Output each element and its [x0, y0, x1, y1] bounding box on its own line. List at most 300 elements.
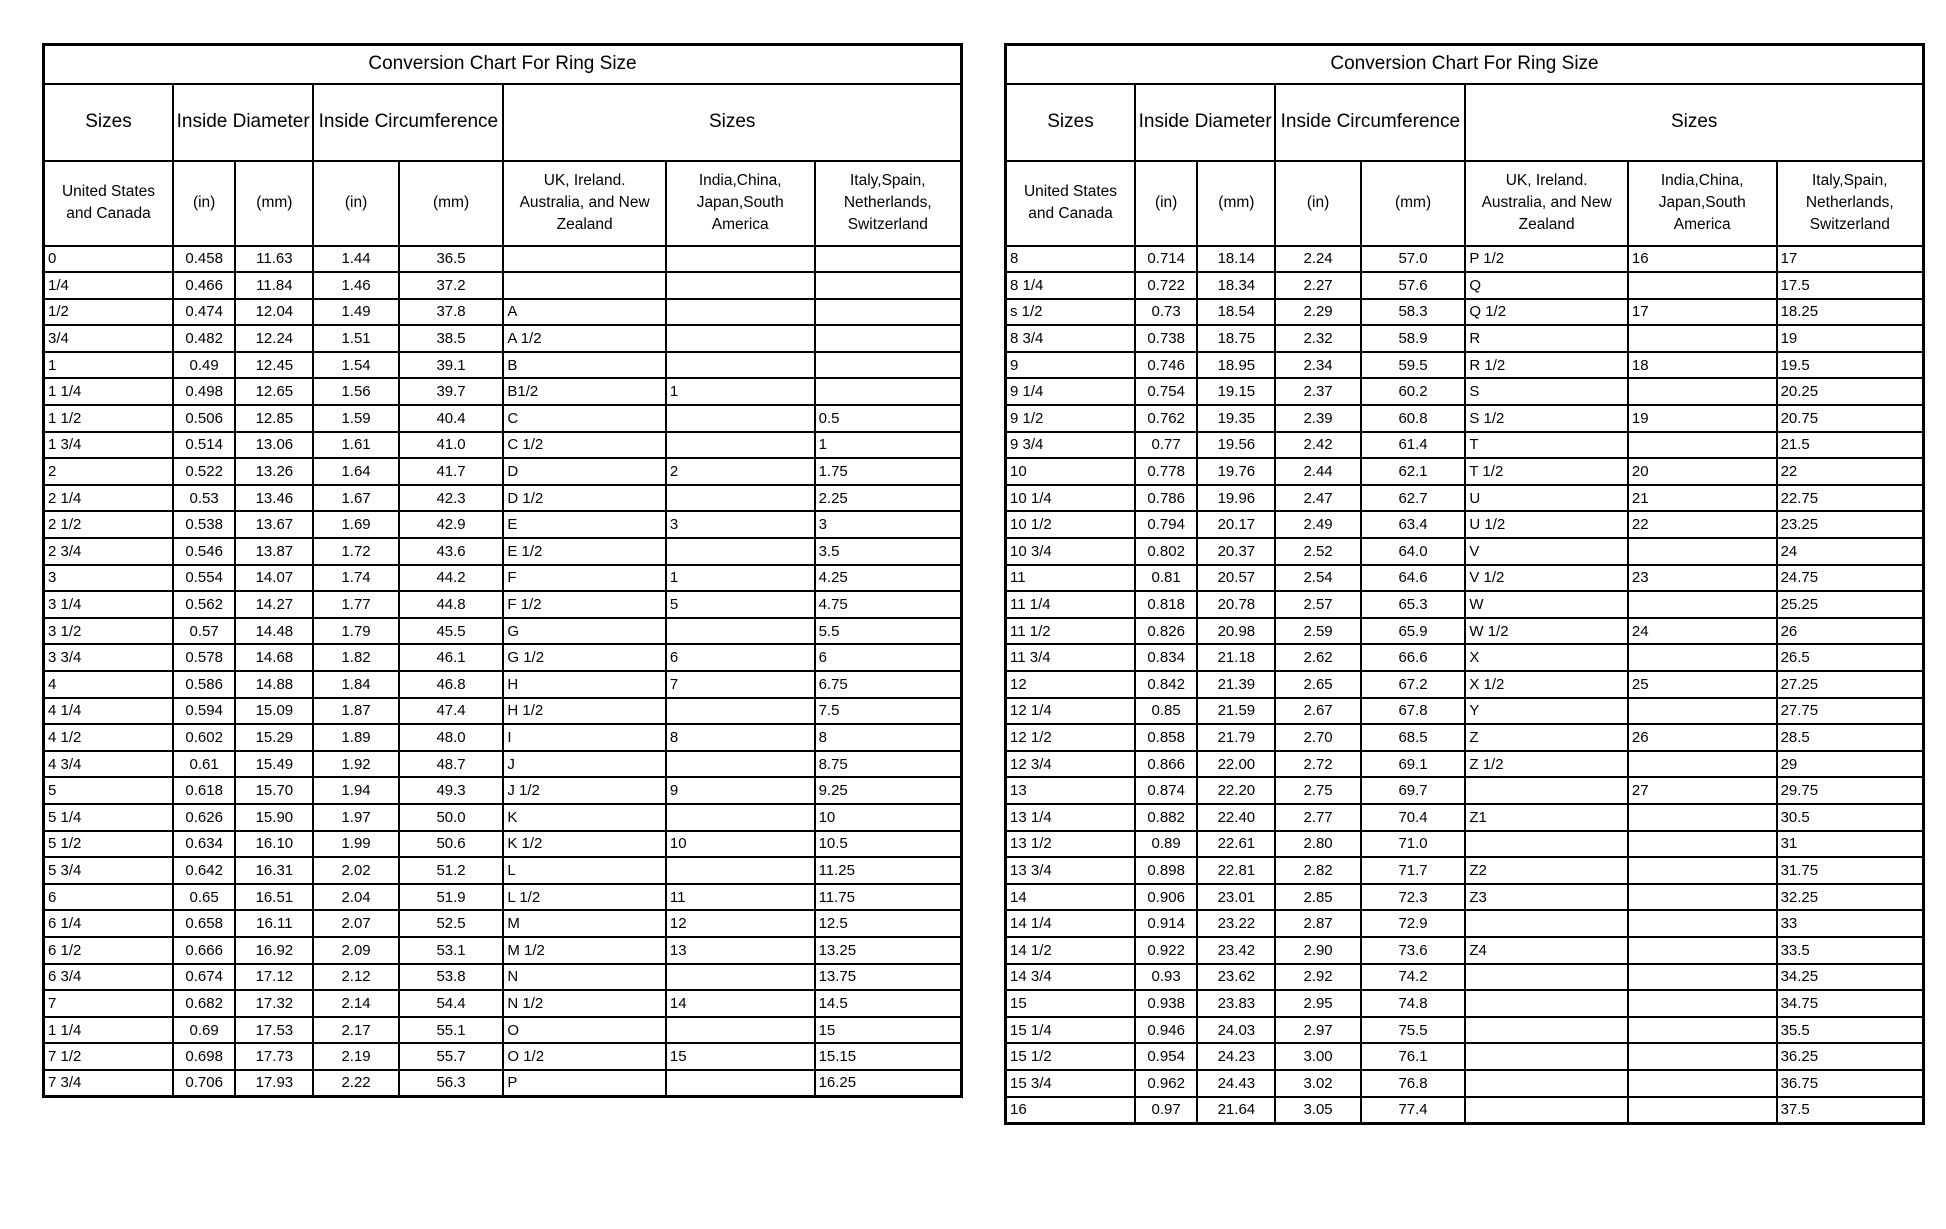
cell: 56.3 — [399, 1070, 504, 1097]
cell: 12 3/4 — [1006, 751, 1135, 778]
cell: 2.04 — [313, 884, 398, 911]
cell: 10 1/4 — [1006, 485, 1135, 512]
cell: 0.738 — [1135, 325, 1197, 352]
cell: 53.1 — [399, 937, 504, 964]
cell: 15.70 — [235, 777, 313, 804]
cell: W 1/2 — [1465, 618, 1627, 645]
cell: 13.46 — [235, 485, 313, 512]
cell: 24 — [1777, 538, 1924, 565]
cell: 3 3/4 — [44, 644, 173, 671]
cell: 21.64 — [1197, 1097, 1275, 1124]
cell: E 1/2 — [503, 538, 665, 565]
cell: 17.12 — [235, 964, 313, 991]
cell: 2.07 — [313, 910, 398, 937]
cell: 17 — [1628, 299, 1777, 326]
table-row — [44, 1043, 962, 1070]
cell: 1.72 — [313, 538, 398, 565]
cell: 0.962 — [1135, 1070, 1197, 1097]
cell: 1 — [666, 565, 815, 592]
cell — [666, 485, 815, 512]
cell: F 1/2 — [503, 591, 665, 618]
cell: 2.14 — [313, 990, 398, 1017]
cell: 47.4 — [399, 698, 504, 725]
cell — [1628, 831, 1777, 858]
cell: 4.25 — [815, 565, 962, 592]
cell: D — [503, 458, 665, 485]
cell: 16 — [1006, 1097, 1135, 1124]
cell — [1628, 538, 1777, 565]
cell: 16.10 — [235, 831, 313, 858]
cell: 23.25 — [1777, 511, 1924, 538]
cell: 2.22 — [313, 1070, 398, 1097]
right-table-body — [1006, 246, 1924, 1124]
cell: 0.61 — [173, 751, 235, 778]
cell: 18 — [1628, 352, 1777, 379]
cell: 7.5 — [815, 698, 962, 725]
cell — [1628, 325, 1777, 352]
cell: 2.52 — [1275, 538, 1360, 565]
cell — [1628, 644, 1777, 671]
cell: X 1/2 — [1465, 671, 1627, 698]
cell: 65.3 — [1361, 591, 1466, 618]
cell: 6 1/2 — [44, 937, 173, 964]
cell: 2.34 — [1275, 352, 1360, 379]
table-row — [44, 804, 962, 831]
cell: 14 — [666, 990, 815, 1017]
cell: 0.53 — [173, 485, 235, 512]
cell: H — [503, 671, 665, 698]
cell — [666, 618, 815, 645]
cell — [666, 246, 815, 273]
table-row — [44, 990, 962, 1017]
cell: 22.61 — [1197, 831, 1275, 858]
cell: 35.5 — [1777, 1017, 1924, 1044]
cell: 64.0 — [1361, 538, 1466, 565]
cell: 0.754 — [1135, 378, 1197, 405]
cell: 62.1 — [1361, 458, 1466, 485]
cell: 23.01 — [1197, 884, 1275, 911]
table-row — [1006, 804, 1924, 831]
cell: O 1/2 — [503, 1043, 665, 1070]
cell: 2.27 — [1275, 272, 1360, 299]
cell: 0.77 — [1135, 432, 1197, 459]
cell: 9.25 — [815, 777, 962, 804]
cell: 62.7 — [1361, 485, 1466, 512]
cell: D 1/2 — [503, 485, 665, 512]
cell: 20.17 — [1197, 511, 1275, 538]
cell: 21.59 — [1197, 698, 1275, 725]
cell: 14 1/4 — [1006, 910, 1135, 937]
cell: 21.18 — [1197, 644, 1275, 671]
table-row — [1006, 671, 1924, 698]
cell: A — [503, 299, 665, 326]
cell: 1.82 — [313, 644, 398, 671]
cell: 2.67 — [1275, 698, 1360, 725]
cell: 5 1/4 — [44, 804, 173, 831]
cell — [1628, 964, 1777, 991]
cell: 10 — [1006, 458, 1135, 485]
cell: 19 — [1777, 325, 1924, 352]
header-us-canada: United States and Canada — [44, 161, 173, 246]
cell — [1628, 378, 1777, 405]
cell: 0.882 — [1135, 804, 1197, 831]
cell: 11 1/4 — [1006, 591, 1135, 618]
cell: 12.24 — [235, 325, 313, 352]
cell: 10 1/2 — [1006, 511, 1135, 538]
cell: 2.24 — [1275, 246, 1360, 273]
cell: 17 — [1777, 246, 1924, 273]
cell: 58.3 — [1361, 299, 1466, 326]
left-table-header — [44, 45, 962, 246]
cell: 0.954 — [1135, 1043, 1197, 1070]
cell — [503, 272, 665, 299]
table-row — [44, 246, 962, 273]
cell: 20.98 — [1197, 618, 1275, 645]
header-diameter-in: (in) — [173, 161, 235, 246]
cell: 0.906 — [1135, 884, 1197, 911]
cell: Y — [1465, 698, 1627, 725]
cell: 2.72 — [1275, 751, 1360, 778]
table-row — [44, 937, 962, 964]
cell — [1465, 964, 1627, 991]
cell: 1.84 — [313, 671, 398, 698]
cell — [1465, 1043, 1627, 1070]
cell: Q 1/2 — [1465, 299, 1627, 326]
cell: 18.54 — [1197, 299, 1275, 326]
header-diameter-mm: (mm) — [235, 161, 313, 246]
header-sizes-intl: Sizes — [1465, 84, 1923, 161]
cell — [1628, 751, 1777, 778]
cell: 0.466 — [173, 272, 235, 299]
cell: 11.25 — [815, 857, 962, 884]
table-row — [44, 405, 962, 432]
cell: 13 1/4 — [1006, 804, 1135, 831]
cell: 0 — [44, 246, 173, 273]
cell: V — [1465, 538, 1627, 565]
header-uk-ireland: UK, Ireland. Australia, and New Zealand — [1465, 161, 1627, 246]
cell: R 1/2 — [1465, 352, 1627, 379]
cell: 2.47 — [1275, 485, 1360, 512]
cell: L — [503, 857, 665, 884]
cell: 49.3 — [399, 777, 504, 804]
cell: 7 — [666, 671, 815, 698]
cell: 15.49 — [235, 751, 313, 778]
cell: 0.794 — [1135, 511, 1197, 538]
cell: 0.938 — [1135, 990, 1197, 1017]
cell: 4 — [44, 671, 173, 698]
cell: 0.922 — [1135, 937, 1197, 964]
table-row — [44, 485, 962, 512]
ring-size-table-right — [1004, 43, 1925, 1125]
cell: 11.63 — [235, 246, 313, 273]
cell: 15.15 — [815, 1043, 962, 1070]
cell: 71.7 — [1361, 857, 1466, 884]
cell: 2.65 — [1275, 671, 1360, 698]
cell — [666, 299, 815, 326]
table-row — [44, 325, 962, 352]
cell: I — [503, 724, 665, 751]
cell — [666, 432, 815, 459]
table-row — [1006, 352, 1924, 379]
cell: 7 1/2 — [44, 1043, 173, 1070]
cell: W — [1465, 591, 1627, 618]
cell: 20.37 — [1197, 538, 1275, 565]
cell: 13.25 — [815, 937, 962, 964]
cell: 16.11 — [235, 910, 313, 937]
cell: 14.88 — [235, 671, 313, 698]
cell: 21.5 — [1777, 432, 1924, 459]
cell: J — [503, 751, 665, 778]
cell: 52.5 — [399, 910, 504, 937]
cell: 18.75 — [1197, 325, 1275, 352]
cell: 26.5 — [1777, 644, 1924, 671]
cell: 14.5 — [815, 990, 962, 1017]
cell — [666, 698, 815, 725]
cell: 7 — [44, 990, 173, 1017]
cell: 23.42 — [1197, 937, 1275, 964]
cell: 54.4 — [399, 990, 504, 1017]
cell: R — [1465, 325, 1627, 352]
cell: 2.87 — [1275, 910, 1360, 937]
header-italy-spain: Italy,Spain, Netherlands, Switzerland — [815, 161, 962, 246]
cell: V 1/2 — [1465, 565, 1627, 592]
cell: 13 1/2 — [1006, 831, 1135, 858]
cell: 51.9 — [399, 884, 504, 911]
cell: 9 1/4 — [1006, 378, 1135, 405]
cell: 6 — [44, 884, 173, 911]
table-row — [44, 538, 962, 565]
cell: 37.2 — [399, 272, 504, 299]
cell: 3 — [666, 511, 815, 538]
cell: 11 — [666, 884, 815, 911]
table-row — [1006, 698, 1924, 725]
cell: 0.514 — [173, 432, 235, 459]
cell: Z — [1465, 724, 1627, 751]
cell — [1628, 804, 1777, 831]
table-row — [44, 1070, 962, 1097]
cell: 23.22 — [1197, 910, 1275, 937]
cell: 3.5 — [815, 538, 962, 565]
cell: 2.75 — [1275, 777, 1360, 804]
cell: 12 — [1006, 671, 1135, 698]
cell: 0.666 — [173, 937, 235, 964]
table-title: Conversion Chart For Ring Size — [1006, 45, 1924, 84]
cell: 11 3/4 — [1006, 644, 1135, 671]
cell: 0.682 — [173, 990, 235, 1017]
cell: 0.618 — [173, 777, 235, 804]
cell: 42.9 — [399, 511, 504, 538]
table-row — [1006, 378, 1924, 405]
cell: 48.7 — [399, 751, 504, 778]
cell: 68.5 — [1361, 724, 1466, 751]
cell: 12.04 — [235, 299, 313, 326]
cell: 70.4 — [1361, 804, 1466, 831]
cell: 39.7 — [399, 378, 504, 405]
cell: 1.46 — [313, 272, 398, 299]
cell: 22.40 — [1197, 804, 1275, 831]
cell: 12 1/2 — [1006, 724, 1135, 751]
cell: 2 3/4 — [44, 538, 173, 565]
cell: 44.8 — [399, 591, 504, 618]
cell: 2.80 — [1275, 831, 1360, 858]
cell: 71.0 — [1361, 831, 1466, 858]
cell: 0.874 — [1135, 777, 1197, 804]
cell: 17.73 — [235, 1043, 313, 1070]
table-row — [44, 831, 962, 858]
cell: 74.2 — [1361, 964, 1466, 991]
cell: U — [1465, 485, 1627, 512]
cell: 19.96 — [1197, 485, 1275, 512]
cell: 14 — [1006, 884, 1135, 911]
cell: 15 1/4 — [1006, 1017, 1135, 1044]
cell: 9 1/2 — [1006, 405, 1135, 432]
cell: 46.8 — [399, 671, 504, 698]
header-india-china: India,China, Japan,South America — [666, 161, 815, 246]
cell: 2.70 — [1275, 724, 1360, 751]
right-table-header — [1006, 45, 1924, 246]
cell: Z3 — [1465, 884, 1627, 911]
cell: 14.07 — [235, 565, 313, 592]
cell: 13 3/4 — [1006, 857, 1135, 884]
cell: 0.786 — [1135, 485, 1197, 512]
cell: 24.43 — [1197, 1070, 1275, 1097]
cell: 22.20 — [1197, 777, 1275, 804]
cell: 11 1/2 — [1006, 618, 1135, 645]
cell: J 1/2 — [503, 777, 665, 804]
cell: 12 1/4 — [1006, 698, 1135, 725]
cell: 12.85 — [235, 405, 313, 432]
cell: 11.75 — [815, 884, 962, 911]
cell: 13.67 — [235, 511, 313, 538]
cell: 6 3/4 — [44, 964, 173, 991]
cell: 0.714 — [1135, 246, 1197, 273]
cell: 16.25 — [815, 1070, 962, 1097]
cell: 0.93 — [1135, 964, 1197, 991]
cell — [1628, 1017, 1777, 1044]
cell: 59.5 — [1361, 352, 1466, 379]
header-india-china: India,China, Japan,South America — [1628, 161, 1777, 246]
cell: 6.75 — [815, 671, 962, 698]
table-row — [1006, 405, 1924, 432]
cell: Z1 — [1465, 804, 1627, 831]
cell: 5 1/2 — [44, 831, 173, 858]
cell: 27.25 — [1777, 671, 1924, 698]
cell: 63.4 — [1361, 511, 1466, 538]
table-row — [44, 272, 962, 299]
cell: 0.554 — [173, 565, 235, 592]
cell: 2.12 — [313, 964, 398, 991]
table-row — [1006, 884, 1924, 911]
cell — [815, 272, 962, 299]
cell: 15 3/4 — [1006, 1070, 1135, 1097]
cell: 0.546 — [173, 538, 235, 565]
cell: 65.9 — [1361, 618, 1466, 645]
cell: 39.1 — [399, 352, 504, 379]
cell: 8 — [815, 724, 962, 751]
cell: 74.8 — [1361, 990, 1466, 1017]
cell: 0.594 — [173, 698, 235, 725]
table-row — [1006, 432, 1924, 459]
cell: 46.1 — [399, 644, 504, 671]
cell: 15.29 — [235, 724, 313, 751]
cell: S — [1465, 378, 1627, 405]
cell: 0.562 — [173, 591, 235, 618]
cell: 0.722 — [1135, 272, 1197, 299]
cell: X — [1465, 644, 1627, 671]
cell: 26 — [1628, 724, 1777, 751]
cell — [815, 246, 962, 273]
cell: 0.69 — [173, 1017, 235, 1044]
cell: 67.2 — [1361, 671, 1466, 698]
cell: 2.97 — [1275, 1017, 1360, 1044]
cell: 66.6 — [1361, 644, 1466, 671]
cell: 1/4 — [44, 272, 173, 299]
cell: 76.8 — [1361, 1070, 1466, 1097]
cell: O — [503, 1017, 665, 1044]
cell: 13.06 — [235, 432, 313, 459]
cell: 2.44 — [1275, 458, 1360, 485]
cell: 11 — [1006, 565, 1135, 592]
cell: 69.7 — [1361, 777, 1466, 804]
cell: 0.65 — [173, 884, 235, 911]
cell: 0.778 — [1135, 458, 1197, 485]
cell: M — [503, 910, 665, 937]
cell: 1.59 — [313, 405, 398, 432]
cell: 34.25 — [1777, 964, 1924, 991]
cell: 7 3/4 — [44, 1070, 173, 1097]
cell: G 1/2 — [503, 644, 665, 671]
cell: B — [503, 352, 665, 379]
cell: 0.458 — [173, 246, 235, 273]
cell: 3/4 — [44, 325, 173, 352]
cell: 19.56 — [1197, 432, 1275, 459]
cell: 0.674 — [173, 964, 235, 991]
cell — [666, 1017, 815, 1044]
cell: 75.5 — [1361, 1017, 1466, 1044]
cell: 8 — [666, 724, 815, 751]
table-row — [1006, 751, 1924, 778]
cell: 1.56 — [313, 378, 398, 405]
table-row — [44, 511, 962, 538]
cell: 26 — [1777, 618, 1924, 645]
cell: 22 — [1628, 511, 1777, 538]
cell — [666, 804, 815, 831]
table-row — [1006, 910, 1924, 937]
cell: 1.99 — [313, 831, 398, 858]
cell: 2.59 — [1275, 618, 1360, 645]
cell — [815, 352, 962, 379]
cell: 0.866 — [1135, 751, 1197, 778]
cell: 24.03 — [1197, 1017, 1275, 1044]
cell: 1 1/2 — [44, 405, 173, 432]
table-row — [44, 857, 962, 884]
cell: 0.746 — [1135, 352, 1197, 379]
cell: 38.5 — [399, 325, 504, 352]
cell: 51.2 — [399, 857, 504, 884]
cell: 21 — [1628, 485, 1777, 512]
cell — [1628, 910, 1777, 937]
header-circumference-mm: (mm) — [399, 161, 504, 246]
table-row — [1006, 299, 1924, 326]
cell: 14.27 — [235, 591, 313, 618]
header-circumference-in: (in) — [1275, 161, 1360, 246]
cell: 0.81 — [1135, 565, 1197, 592]
header-us-canada: United States and Canada — [1006, 161, 1135, 246]
cell — [1465, 1070, 1627, 1097]
cell: 9 — [666, 777, 815, 804]
cell — [1465, 910, 1627, 937]
cell — [815, 325, 962, 352]
